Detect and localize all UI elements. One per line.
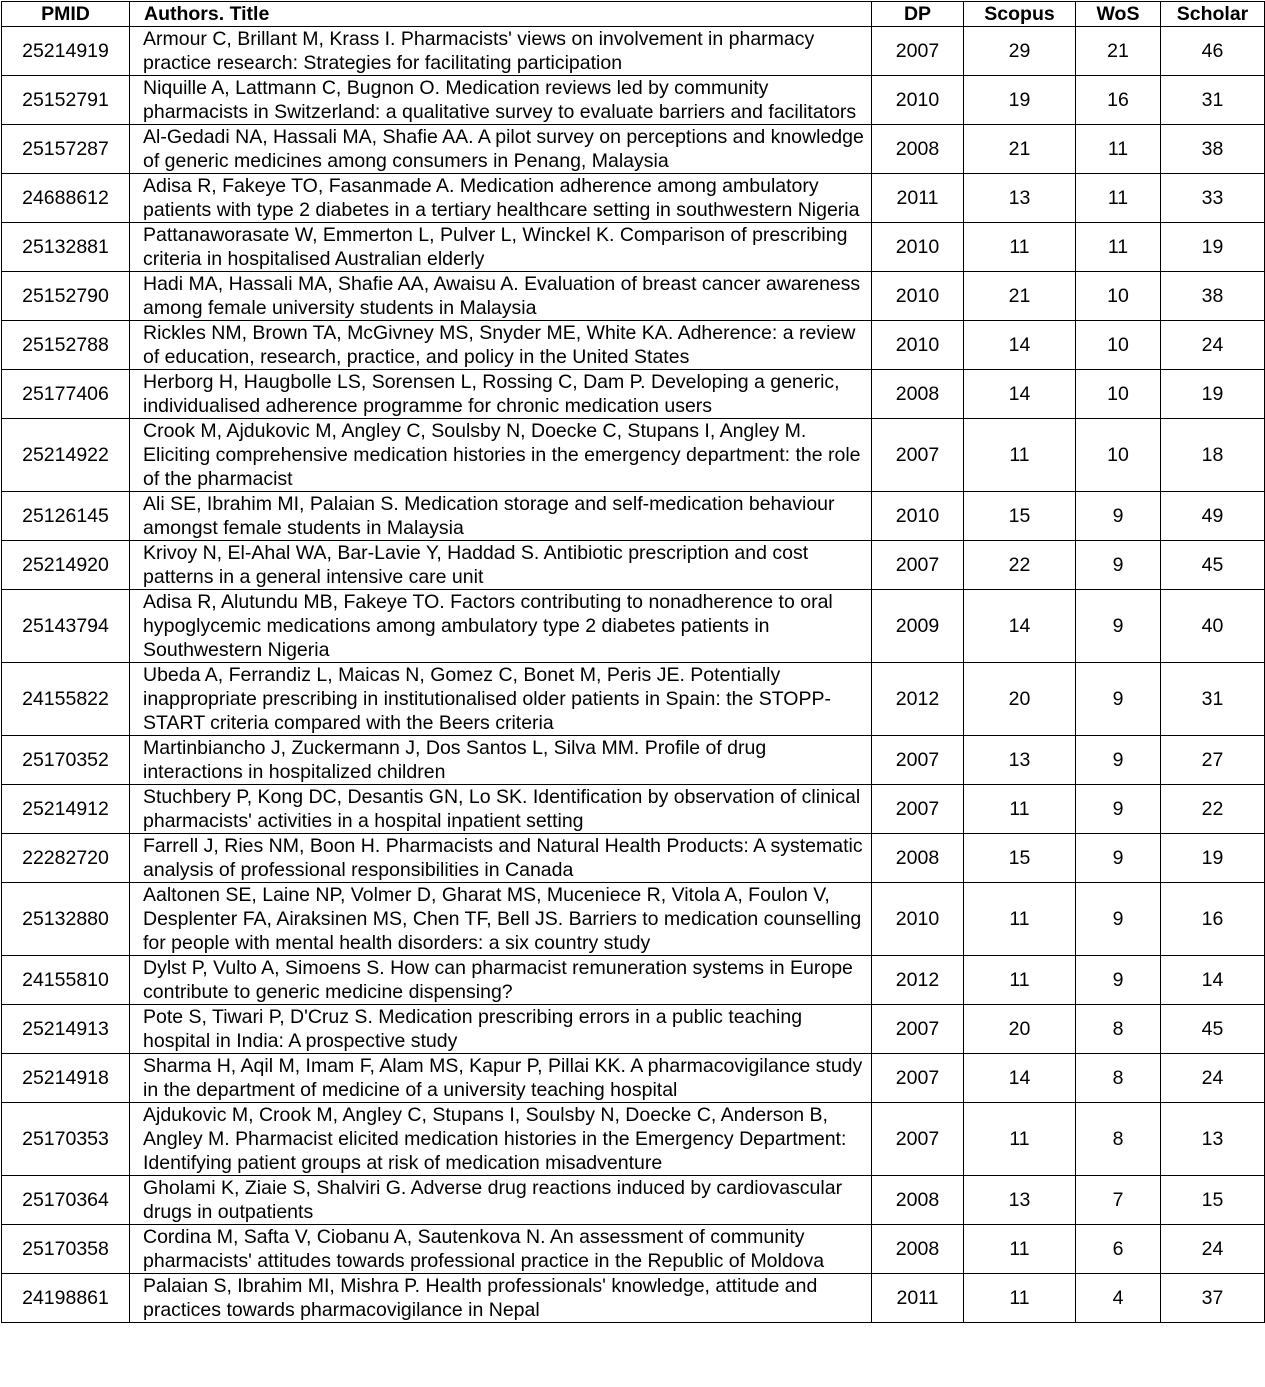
table-row xyxy=(2,590,1265,663)
dp-cell: 2009 xyxy=(872,590,964,663)
scopus-cell: 11 xyxy=(964,785,1076,834)
authors-title-cell: Crook M, Ajdukovic M, Angley C, Soulsby N, Doecke C, Stupans I, Angley M. Eliciting comprehensive medication histories in the emergency department: the role of the pharmacist xyxy=(130,419,872,492)
pmid-cell: 25132880 xyxy=(2,883,130,956)
scopus-cell: 15 xyxy=(964,492,1076,541)
scholar-cell: 46 xyxy=(1161,27,1265,76)
scopus-cell: 13 xyxy=(964,174,1076,223)
dp-cell: 2007 xyxy=(872,1054,964,1103)
dp-cell: 2010 xyxy=(872,223,964,272)
scholar-cell: 45 xyxy=(1161,1005,1265,1054)
authors-title-cell: Gholami K, Ziaie S, Shalviri G. Adverse drug reactions induced by cardiovascular drugs in outpatients xyxy=(130,1176,872,1225)
table-row xyxy=(2,174,1265,223)
table-row xyxy=(2,370,1265,419)
authors-title-cell: Farrell J, Ries NM, Boon H. Pharmacists and Natural Health Products: A systematic analysis of professional responsibilities in Canada xyxy=(130,834,872,883)
scholar-cell: 24 xyxy=(1161,1054,1265,1103)
pmid-cell: 25170364 xyxy=(2,1176,130,1225)
table-row xyxy=(2,883,1265,956)
dp-cell: 2007 xyxy=(872,419,964,492)
dp-cell: 2010 xyxy=(872,883,964,956)
dp-cell: 2008 xyxy=(872,1176,964,1225)
wos-cell: 9 xyxy=(1076,834,1161,883)
pmid-cell: 25214920 xyxy=(2,541,130,590)
scopus-cell: 13 xyxy=(964,1176,1076,1225)
scholar-cell: 45 xyxy=(1161,541,1265,590)
scopus-cell: 21 xyxy=(964,125,1076,174)
scholar-cell: 49 xyxy=(1161,492,1265,541)
table-row xyxy=(2,1274,1265,1323)
authors-title-cell: Ali SE, Ibrahim MI, Palaian S. Medication storage and self-medication behaviour amongst female students in Malaysia xyxy=(130,492,872,541)
scholar-cell: 31 xyxy=(1161,76,1265,125)
table-row xyxy=(2,1054,1265,1103)
table-row xyxy=(2,541,1265,590)
pmid-cell: 25170358 xyxy=(2,1225,130,1274)
pmid-cell: 25143794 xyxy=(2,590,130,663)
authors-title-cell: Hadi MA, Hassali MA, Shafie AA, Awaisu A. Evaluation of breast cancer awareness among female university students in Malaysia xyxy=(130,272,872,321)
dp-cell: 2007 xyxy=(872,1103,964,1176)
scopus-cell: 15 xyxy=(964,834,1076,883)
authors-title-cell: Ajdukovic M, Crook M, Angley C, Stupans I, Soulsby N, Doecke C, Anderson B, Angley M. Pharmacist elicited medication histories in the Emergency Department: Identifying patient groups at risk of medication misadventure xyxy=(130,1103,872,1176)
scholar-cell: 16 xyxy=(1161,883,1265,956)
table-row xyxy=(2,272,1265,321)
scopus-cell: 11 xyxy=(964,1274,1076,1323)
pmid-cell: 25214913 xyxy=(2,1005,130,1054)
authors-title-cell: Armour C, Brillant M, Krass I. Pharmacists' views on involvement in pharmacy practice research: Strategies for facilitating participation xyxy=(130,27,872,76)
scholar-cell: 31 xyxy=(1161,663,1265,736)
wos-cell: 6 xyxy=(1076,1225,1161,1274)
citations-table xyxy=(1,1,1265,1323)
dp-cell: 2010 xyxy=(872,76,964,125)
pmid-cell: 22282720 xyxy=(2,834,130,883)
pmid-cell: 25132881 xyxy=(2,223,130,272)
wos-cell: 9 xyxy=(1076,541,1161,590)
scholar-cell: 19 xyxy=(1161,834,1265,883)
authors-title-cell: Stuchbery P, Kong DC, Desantis GN, Lo SK. Identification by observation of clinical pharmacists' activities in a hospital inpatient setting xyxy=(130,785,872,834)
scholar-cell: 37 xyxy=(1161,1274,1265,1323)
dp-cell: 2008 xyxy=(872,834,964,883)
wos-cell: 7 xyxy=(1076,1176,1161,1225)
dp-cell: 2007 xyxy=(872,785,964,834)
header-authors-title: Authors. Title xyxy=(130,2,872,27)
dp-cell: 2007 xyxy=(872,736,964,785)
dp-cell: 2008 xyxy=(872,1225,964,1274)
wos-cell: 10 xyxy=(1076,321,1161,370)
scopus-cell: 11 xyxy=(964,956,1076,1005)
pmid-cell: 25170353 xyxy=(2,1103,130,1176)
authors-title-cell: Cordina M, Safta V, Ciobanu A, Sautenkova N. An assessment of community pharmacists' attitudes towards professional practice in the Republic of Moldova xyxy=(130,1225,872,1274)
pmid-cell: 25214919 xyxy=(2,27,130,76)
authors-title-cell: Pattanaworasate W, Emmerton L, Pulver L, Winckel K. Comparison of prescribing criteria in hospitalised Australian elderly xyxy=(130,223,872,272)
dp-cell: 2012 xyxy=(872,663,964,736)
dp-cell: 2012 xyxy=(872,956,964,1005)
pmid-cell: 25152788 xyxy=(2,321,130,370)
wos-cell: 10 xyxy=(1076,272,1161,321)
table-row xyxy=(2,492,1265,541)
table-row xyxy=(2,1005,1265,1054)
wos-cell: 9 xyxy=(1076,736,1161,785)
scholar-cell: 13 xyxy=(1161,1103,1265,1176)
pmid-cell: 24688612 xyxy=(2,174,130,223)
scholar-cell: 27 xyxy=(1161,736,1265,785)
scopus-cell: 11 xyxy=(964,1225,1076,1274)
authors-title-cell: Herborg H, Haugbolle LS, Sorensen L, Rossing C, Dam P. Developing a generic, individualised adherence programme for chronic medication users xyxy=(130,370,872,419)
table-row xyxy=(2,785,1265,834)
table-row xyxy=(2,27,1265,76)
wos-cell: 21 xyxy=(1076,27,1161,76)
dp-cell: 2010 xyxy=(872,272,964,321)
table-header xyxy=(2,2,1265,27)
scholar-cell: 40 xyxy=(1161,590,1265,663)
wos-cell: 9 xyxy=(1076,785,1161,834)
authors-title-cell: Adisa R, Alutundu MB, Fakeye TO. Factors contributing to nonadherence to oral hypoglycemic medications among ambulatory type 2 diabetes patients in Southwestern Nigeria xyxy=(130,590,872,663)
authors-title-cell: Palaian S, Ibrahim MI, Mishra P. Health professionals' knowledge, attitude and practices towards pharmacovigilance in Nepal xyxy=(130,1274,872,1323)
wos-cell: 11 xyxy=(1076,174,1161,223)
authors-title-cell: Adisa R, Fakeye TO, Fasanmade A. Medication adherence among ambulatory patients with type 2 diabetes in a tertiary healthcare setting in southwestern Nigeria xyxy=(130,174,872,223)
wos-cell: 11 xyxy=(1076,223,1161,272)
scopus-cell: 11 xyxy=(964,223,1076,272)
wos-cell: 8 xyxy=(1076,1054,1161,1103)
scholar-cell: 18 xyxy=(1161,419,1265,492)
dp-cell: 2010 xyxy=(872,321,964,370)
scholar-cell: 33 xyxy=(1161,174,1265,223)
scholar-cell: 24 xyxy=(1161,321,1265,370)
pmid-cell: 24198861 xyxy=(2,1274,130,1323)
scopus-cell: 11 xyxy=(964,1103,1076,1176)
scopus-cell: 14 xyxy=(964,370,1076,419)
wos-cell: 11 xyxy=(1076,125,1161,174)
dp-cell: 2011 xyxy=(872,1274,964,1323)
pmid-cell: 24155810 xyxy=(2,956,130,1005)
wos-cell: 9 xyxy=(1076,492,1161,541)
authors-title-cell: Martinbiancho J, Zuckermann J, Dos Santos L, Silva MM. Profile of drug interactions in hospitalized children xyxy=(130,736,872,785)
scholar-cell: 24 xyxy=(1161,1225,1265,1274)
table-row xyxy=(2,76,1265,125)
pmid-cell: 25157287 xyxy=(2,125,130,174)
scopus-cell: 22 xyxy=(964,541,1076,590)
wos-cell: 9 xyxy=(1076,663,1161,736)
scholar-cell: 22 xyxy=(1161,785,1265,834)
scopus-cell: 14 xyxy=(964,1054,1076,1103)
dp-cell: 2008 xyxy=(872,125,964,174)
authors-title-cell: Al-Gedadi NA, Hassali MA, Shafie AA. A pilot survey on perceptions and knowledge of generic medicines among consumers in Penang, Malaysia xyxy=(130,125,872,174)
authors-title-cell: Niquille A, Lattmann C, Bugnon O. Medication reviews led by community pharmacists in Switzerland: a qualitative survey to evaluate barriers and facilitators xyxy=(130,76,872,125)
table-body xyxy=(2,27,1265,1323)
table-row xyxy=(2,419,1265,492)
scopus-cell: 19 xyxy=(964,76,1076,125)
table-row xyxy=(2,125,1265,174)
scholar-cell: 19 xyxy=(1161,370,1265,419)
authors-title-cell: Pote S, Tiwari P, D'Cruz S. Medication prescribing errors in a public teaching hospital in India: A prospective study xyxy=(130,1005,872,1054)
dp-cell: 2007 xyxy=(872,541,964,590)
scopus-cell: 29 xyxy=(964,27,1076,76)
scopus-cell: 21 xyxy=(964,272,1076,321)
pmid-cell: 25214918 xyxy=(2,1054,130,1103)
authors-title-cell: Sharma H, Aqil M, Imam F, Alam MS, Kapur P, Pillai KK. A pharmacovigilance study in the department of medicine of a university teaching hospital xyxy=(130,1054,872,1103)
table-row xyxy=(2,834,1265,883)
header-row xyxy=(2,2,1265,27)
table-row xyxy=(2,663,1265,736)
authors-title-cell: Rickles NM, Brown TA, McGivney MS, Snyder ME, White KA. Adherence: a review of education, research, practice, and policy in the United States xyxy=(130,321,872,370)
wos-cell: 8 xyxy=(1076,1005,1161,1054)
authors-title-cell: Krivoy N, El-Ahal WA, Bar-Lavie Y, Haddad S. Antibiotic prescription and cost patterns in a general intensive care unit xyxy=(130,541,872,590)
table-row xyxy=(2,223,1265,272)
scholar-cell: 15 xyxy=(1161,1176,1265,1225)
pmid-cell: 24155822 xyxy=(2,663,130,736)
scholar-cell: 38 xyxy=(1161,272,1265,321)
scopus-cell: 13 xyxy=(964,736,1076,785)
wos-cell: 10 xyxy=(1076,370,1161,419)
authors-title-cell: Ubeda A, Ferrandiz L, Maicas N, Gomez C, Bonet M, Peris JE. Potentially inappropriate prescribing in institutionalised older patients in Spain: the STOPP-START criteria compared with the Beers criteria xyxy=(130,663,872,736)
dp-cell: 2011 xyxy=(872,174,964,223)
scholar-cell: 19 xyxy=(1161,223,1265,272)
scopus-cell: 14 xyxy=(964,590,1076,663)
scholar-cell: 14 xyxy=(1161,956,1265,1005)
pmid-cell: 25177406 xyxy=(2,370,130,419)
table-row xyxy=(2,1225,1265,1274)
scopus-cell: 11 xyxy=(964,883,1076,956)
wos-cell: 9 xyxy=(1076,956,1161,1005)
authors-title-cell: Dylst P, Vulto A, Simoens S. How can pharmacist remuneration systems in Europe contribute to generic medicine dispensing? xyxy=(130,956,872,1005)
table-row xyxy=(2,1176,1265,1225)
dp-cell: 2008 xyxy=(872,370,964,419)
table-row xyxy=(2,956,1265,1005)
pmid-cell: 25152791 xyxy=(2,76,130,125)
wos-cell: 4 xyxy=(1076,1274,1161,1323)
table-row xyxy=(2,736,1265,785)
table-row xyxy=(2,1103,1265,1176)
wos-cell: 16 xyxy=(1076,76,1161,125)
pmid-cell: 25152790 xyxy=(2,272,130,321)
dp-cell: 2007 xyxy=(872,27,964,76)
wos-cell: 10 xyxy=(1076,419,1161,492)
scopus-cell: 20 xyxy=(964,1005,1076,1054)
table-row xyxy=(2,321,1265,370)
wos-cell: 8 xyxy=(1076,1103,1161,1176)
pmid-cell: 25214922 xyxy=(2,419,130,492)
header-pmid: PMID xyxy=(2,2,130,27)
header-scopus: Scopus xyxy=(964,2,1076,27)
pmid-cell: 25214912 xyxy=(2,785,130,834)
scopus-cell: 11 xyxy=(964,419,1076,492)
authors-title-cell: Aaltonen SE, Laine NP, Volmer D, Gharat MS, Muceniece R, Vitola A, Foulon V, Desplenter FA, Airaksinen MS, Chen TF, Bell JS. Barriers to medication counselling for people with mental health disorders: a six country study xyxy=(130,883,872,956)
dp-cell: 2010 xyxy=(872,492,964,541)
scholar-cell: 38 xyxy=(1161,125,1265,174)
header-wos: WoS xyxy=(1076,2,1161,27)
header-scholar: Scholar xyxy=(1161,2,1265,27)
pmid-cell: 25126145 xyxy=(2,492,130,541)
dp-cell: 2007 xyxy=(872,1005,964,1054)
scopus-cell: 14 xyxy=(964,321,1076,370)
scopus-cell: 20 xyxy=(964,663,1076,736)
header-dp: DP xyxy=(872,2,964,27)
wos-cell: 9 xyxy=(1076,590,1161,663)
pmid-cell: 25170352 xyxy=(2,736,130,785)
wos-cell: 9 xyxy=(1076,883,1161,956)
